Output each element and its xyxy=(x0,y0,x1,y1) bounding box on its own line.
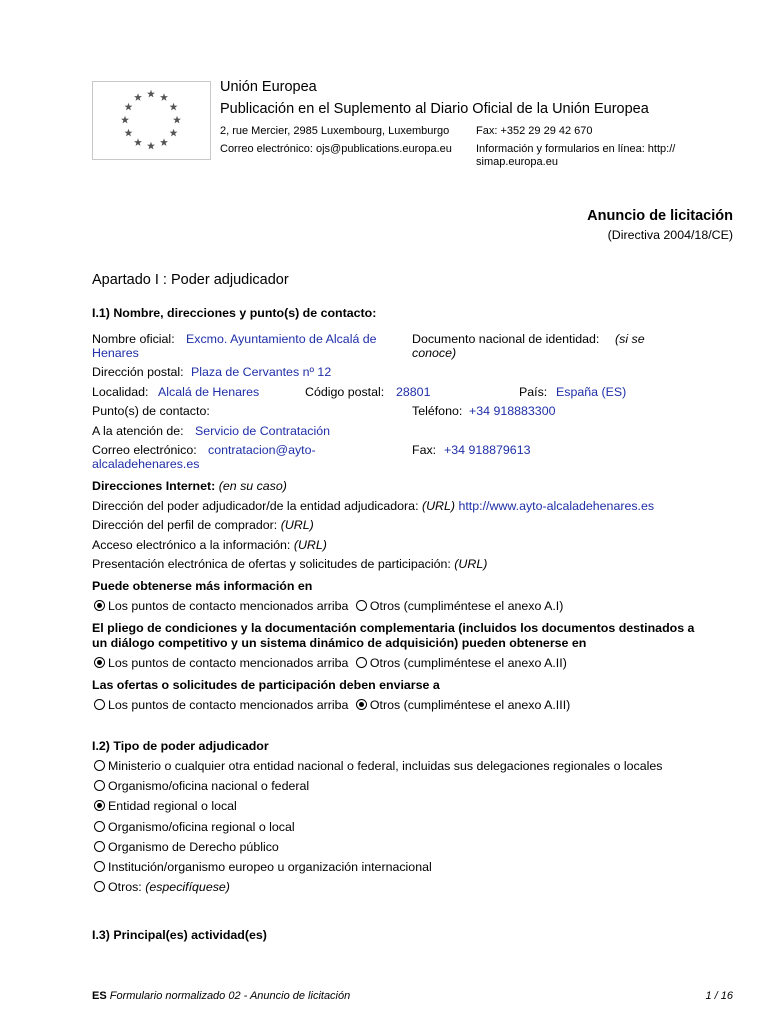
type-option xyxy=(94,799,237,813)
type-label: Organismo de Derecho público xyxy=(108,840,279,854)
country-label: País: xyxy=(519,385,548,399)
header-info-line2: simap.europa.eu xyxy=(476,156,558,168)
type-label: Institución/organismo europeo u organización internacional xyxy=(108,860,432,874)
notice-directive: (Directiva 2004/18/CE) xyxy=(607,228,733,242)
postal-label: Dirección postal: xyxy=(92,365,184,379)
header-org: Unión Europea xyxy=(220,79,317,95)
specs-contact-label: Los puntos de contacto mencionados arriba xyxy=(108,656,349,670)
auth-addr-link[interactable]: http://www.ayto-alcaladehenares.es xyxy=(458,499,655,513)
type-label: Ministerio o cualquier otra entidad nacional o federal, incluidas sus delegaciones regionales o locales xyxy=(108,759,663,773)
official-name-value-cont: Henares xyxy=(92,346,139,360)
star-icon xyxy=(134,93,142,101)
type-label: Organismo/oficina regional o local xyxy=(108,820,295,834)
type-option xyxy=(94,860,432,874)
type-radio[interactable] xyxy=(94,861,105,872)
star-icon xyxy=(124,129,132,137)
send-others-label: Otros (cumpliméntese el anexo A.III) xyxy=(369,698,571,712)
type-radio[interactable] xyxy=(94,760,105,771)
esubmit-url-hint: (URL) xyxy=(454,557,488,571)
specs-others-label: Otros (cumpliméntese el anexo A.II) xyxy=(369,656,567,670)
id-hint-cont: conoce) xyxy=(412,346,457,360)
more-info-others-radio[interactable] xyxy=(356,600,367,611)
specs-options xyxy=(94,656,567,670)
star-icon xyxy=(173,116,181,124)
footer-lang: ES xyxy=(92,990,107,1002)
auth-addr-label: Dirección del poder adjudicador/de la entidad adjudicadora: xyxy=(92,499,419,513)
specs-others-radio[interactable] xyxy=(356,657,367,668)
esubmit-row xyxy=(92,557,487,571)
type-option xyxy=(94,759,662,773)
subsection-i2-title: I.2) Tipo de poder adjudicador xyxy=(92,739,269,753)
eu-flag-logo xyxy=(92,81,211,160)
star-icon xyxy=(160,138,168,146)
type-option xyxy=(94,880,230,894)
more-info-contact-radio[interactable] xyxy=(94,600,105,611)
header-publication: Publicación en el Suplemento al Diario Oficial de la Unión Europea xyxy=(220,101,649,117)
subsection-i1-title: I.1) Nombre, direcciones y punto(s) de contacto: xyxy=(92,306,377,320)
auth-addr-url-hint: (URL) xyxy=(421,499,456,513)
type-option xyxy=(94,840,279,854)
more-info-options xyxy=(94,599,563,613)
type-label: Organismo/oficina nacional o federal xyxy=(108,779,310,793)
buyer-profile-label: Dirección del perfil de comprador: xyxy=(92,518,278,532)
type-radio[interactable] xyxy=(94,881,105,892)
email-label: Correo electrónico: xyxy=(92,443,197,457)
country-value: España (ES) xyxy=(556,385,627,399)
specs-contact-radio[interactable] xyxy=(94,657,105,668)
type-radio[interactable] xyxy=(94,841,105,852)
postal-value: Plaza de Cervantes nº 12 xyxy=(191,365,332,379)
type-option xyxy=(94,820,295,834)
more-info-contact-label: Los puntos de contacto mencionados arriba xyxy=(108,599,349,613)
more-info-title: Puede obtenerse más información en xyxy=(92,579,313,593)
contact-label: Punto(s) de contacto: xyxy=(92,404,210,418)
footer-form-name: Formulario normalizado 02 - Anuncio de licitación xyxy=(109,990,351,1002)
star-icon xyxy=(147,90,155,98)
section-title: Apartado I : Poder adjudicador xyxy=(92,272,289,288)
specs-title-cont: un diálogo competitivo y un sistema dinámico de adquisición) pueden obtenerse en xyxy=(92,636,587,650)
official-name-label: Nombre oficial: xyxy=(92,332,175,346)
zip-label: Código postal: xyxy=(305,385,385,399)
type-radio[interactable] xyxy=(94,800,105,811)
star-icon xyxy=(121,116,129,124)
footer-page: 1 / 16 xyxy=(705,990,733,1002)
buyer-profile-row xyxy=(92,518,314,532)
type-option xyxy=(94,779,309,793)
locality-value: Alcalá de Henares xyxy=(158,385,260,399)
phone-value: +34 918883300 xyxy=(469,404,556,418)
star-icon xyxy=(124,103,132,111)
eaccess-row xyxy=(92,538,327,552)
id-hint: (si se xyxy=(615,332,645,346)
header-fax: Fax: +352 29 29 42 670 xyxy=(476,125,593,137)
type-radio[interactable] xyxy=(94,780,105,791)
send-contact-label: Los puntos de contacto mencionados arriba xyxy=(108,698,349,712)
fax-value: +34 918879613 xyxy=(444,443,531,457)
attention-label: A la atención de: xyxy=(92,424,184,438)
type-label: Entidad regional o local xyxy=(108,799,237,813)
type-others-hint: (especifíquese) xyxy=(145,880,230,894)
type-label: Otros: xyxy=(108,880,142,894)
email-value-cont[interactable]: alcaladehenares.es xyxy=(92,457,200,471)
auth-addr-row xyxy=(92,499,654,513)
subsection-i3-title: I.3) Principal(es) actividad(es) xyxy=(92,928,267,942)
esubmit-label: Presentación electrónica de ofertas y solicitudes de participación: xyxy=(92,557,451,571)
star-icon xyxy=(170,129,178,137)
phone-label: Teléfono: xyxy=(412,404,463,418)
send-contact-radio[interactable] xyxy=(94,699,105,710)
zip-value: 28801 xyxy=(396,385,431,399)
header-info-line1: Información y formularios en línea: http:// xyxy=(476,143,676,155)
header-email: Correo electrónico: ojs@publications.europa.eu xyxy=(220,143,452,155)
star-icon xyxy=(147,142,155,150)
internet-hint: (en su caso) xyxy=(218,479,287,493)
star-icon xyxy=(160,93,168,101)
notice-title: Anuncio de licitación xyxy=(587,208,733,224)
internet-heading xyxy=(92,479,287,493)
send-title: Las ofertas o solicitudes de participación deben enviarse a xyxy=(92,678,440,692)
fax-label: Fax: xyxy=(412,443,437,457)
buyer-profile-url-hint: (URL) xyxy=(280,518,314,532)
attention-value: Servicio de Contratación xyxy=(195,424,330,438)
locality-label: Localidad: xyxy=(92,385,149,399)
official-name-value: Excmo. Ayuntamiento de Alcalá de xyxy=(186,332,377,346)
eaccess-label: Acceso electrónico a la información: xyxy=(92,538,291,552)
star-icon xyxy=(134,138,142,146)
star-icon xyxy=(170,103,178,111)
header-address: 2, rue Mercier, 2985 Luxembourg, Luxemburgo xyxy=(220,125,450,137)
footer-left xyxy=(92,990,350,1002)
type-radio[interactable] xyxy=(94,821,105,832)
eaccess-url-hint: (URL) xyxy=(293,538,327,552)
eu-stars-icon xyxy=(93,82,210,159)
email-value[interactable]: contratacion@ayto- xyxy=(208,443,316,457)
id-label: Documento nacional de identidad: xyxy=(412,332,600,346)
send-options xyxy=(94,698,570,712)
specs-title: El pliego de condiciones y la documentación complementaria (incluidos los documentos destinados a xyxy=(92,621,695,635)
more-info-others-label: Otros (cumpliméntese el anexo A.I) xyxy=(369,599,564,613)
send-others-radio[interactable] xyxy=(356,699,367,710)
internet-label: Direcciones Internet: xyxy=(92,479,216,493)
